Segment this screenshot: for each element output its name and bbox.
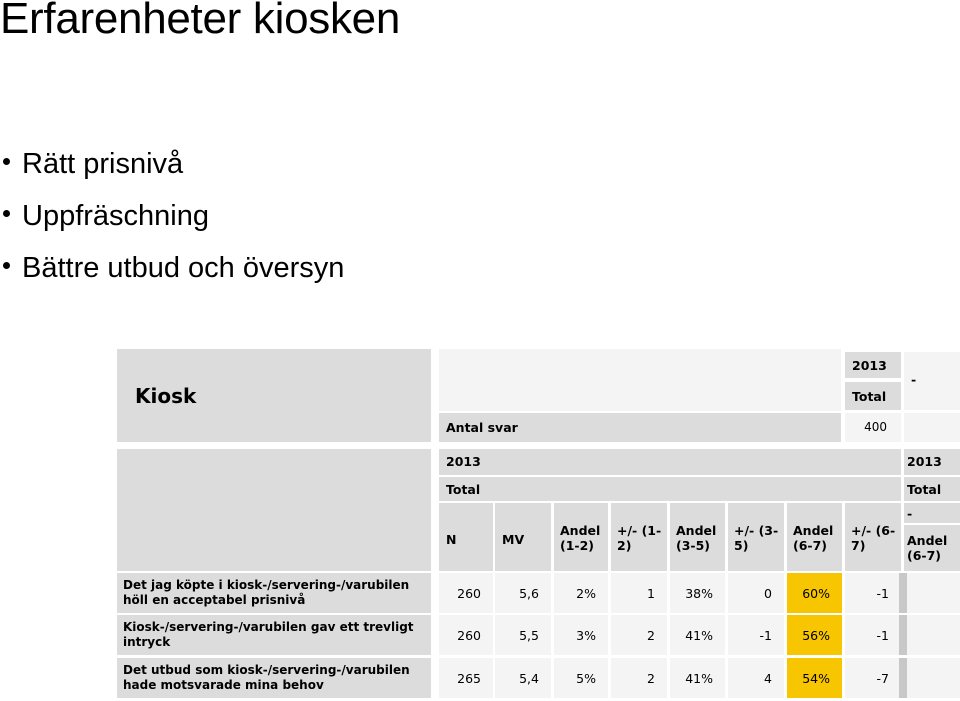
header-spacer xyxy=(439,349,841,411)
antal-svar-empty xyxy=(904,413,960,442)
table-total-left: Total xyxy=(439,477,901,501)
col-header-right-dash: - xyxy=(904,503,960,523)
col-header-diff-6-7: +/- (6-7) xyxy=(845,503,901,571)
table-cell-andel-6-7: 54% xyxy=(787,658,842,698)
table-cell-diff-6-7: -1 xyxy=(845,615,901,655)
table-total-right: Total xyxy=(904,477,960,501)
table-cell-andel-1-2: 2% xyxy=(554,573,608,613)
table-cell-diff-6-7: -1 xyxy=(845,573,901,613)
question-label: Det utbud som kiosk-/servering-/varubilen hade motsvarade mina behov xyxy=(117,658,431,698)
question-label: Det jag köpte i kiosk-/servering-/varubilen höll en acceptabel prisnivå xyxy=(117,573,431,613)
table-cell-diff-3-5: 4 xyxy=(728,658,784,698)
table-cell-n: 260 xyxy=(439,615,493,655)
col-header-n: N xyxy=(439,503,493,571)
table-year-left: 2013 xyxy=(439,449,901,475)
col-header-andel-3-5: Andel (3-5) xyxy=(670,503,725,571)
table-cell-andel-3-5: 41% xyxy=(670,615,725,655)
table-cell-andel-3-5: 38% xyxy=(670,573,725,613)
table-cell-mv: 5,4 xyxy=(495,658,551,698)
table-cell-diff-1-2: 2 xyxy=(611,615,667,655)
table-year-right: 2013 xyxy=(904,449,960,475)
slide-title: Erfarenheter kiosken xyxy=(0,0,400,43)
bullet-dot-icon xyxy=(3,158,10,165)
table-cell-empty xyxy=(907,615,960,655)
antal-svar-label: Antal svar xyxy=(439,413,841,442)
question-label: Kiosk-/servering-/varubilen gav ett trevligt intryck xyxy=(117,615,431,655)
table-cell-empty xyxy=(907,658,960,698)
question-header-area xyxy=(117,449,431,571)
col-header-diff-1-2: +/- (1-2) xyxy=(611,503,667,571)
col-header-mv: MV xyxy=(495,503,551,571)
col-header-andel-6-7: Andel (6-7) xyxy=(787,503,842,571)
table-cell-andel-1-2: 5% xyxy=(554,658,608,698)
kiosk-report-table xyxy=(117,349,960,701)
table-cell-diff-6-7: -7 xyxy=(845,658,901,698)
section-title-block xyxy=(117,349,431,442)
table-cell-mv: 5,6 xyxy=(495,573,551,613)
table-cell-mv: 5,5 xyxy=(495,615,551,655)
col-header-diff-3-5: +/- (3-5) xyxy=(728,503,784,571)
header-dash: - xyxy=(904,352,960,410)
table-cell-diff-1-2: 2 xyxy=(611,658,667,698)
table-cell-n: 265 xyxy=(439,658,493,698)
table-cell-andel-1-2: 3% xyxy=(554,615,608,655)
table-cell-andel-6-7: 60% xyxy=(787,573,842,613)
table-cell-andel-6-7: 56% xyxy=(787,615,842,655)
row-divider xyxy=(899,573,907,613)
header-year: 2013 xyxy=(845,352,901,378)
antal-svar-value: 400 xyxy=(845,413,901,442)
table-cell-diff-3-5: -1 xyxy=(728,615,784,655)
bullet-item: Uppfräschning xyxy=(0,190,344,242)
bullet-list xyxy=(0,138,344,294)
bullet-item: Rätt prisnivå xyxy=(0,138,344,190)
table-cell-andel-3-5: 41% xyxy=(670,658,725,698)
table-cell-diff-1-2: 1 xyxy=(611,573,667,613)
header-total: Total xyxy=(845,382,901,410)
row-divider xyxy=(899,615,907,655)
col-header-andel-1-2: Andel (1-2) xyxy=(554,503,608,571)
col-header-right-andel: Andel (6-7) xyxy=(904,525,960,571)
table-cell-empty xyxy=(907,573,960,613)
table-cell-n: 260 xyxy=(439,573,493,613)
row-divider xyxy=(899,658,907,698)
bullet-item: Bättre utbud och översyn xyxy=(0,242,344,294)
table-cell-diff-3-5: 0 xyxy=(728,573,784,613)
bullet-dot-icon xyxy=(3,262,10,269)
bullet-dot-icon xyxy=(3,210,10,217)
section-title: Kiosk xyxy=(135,384,197,408)
